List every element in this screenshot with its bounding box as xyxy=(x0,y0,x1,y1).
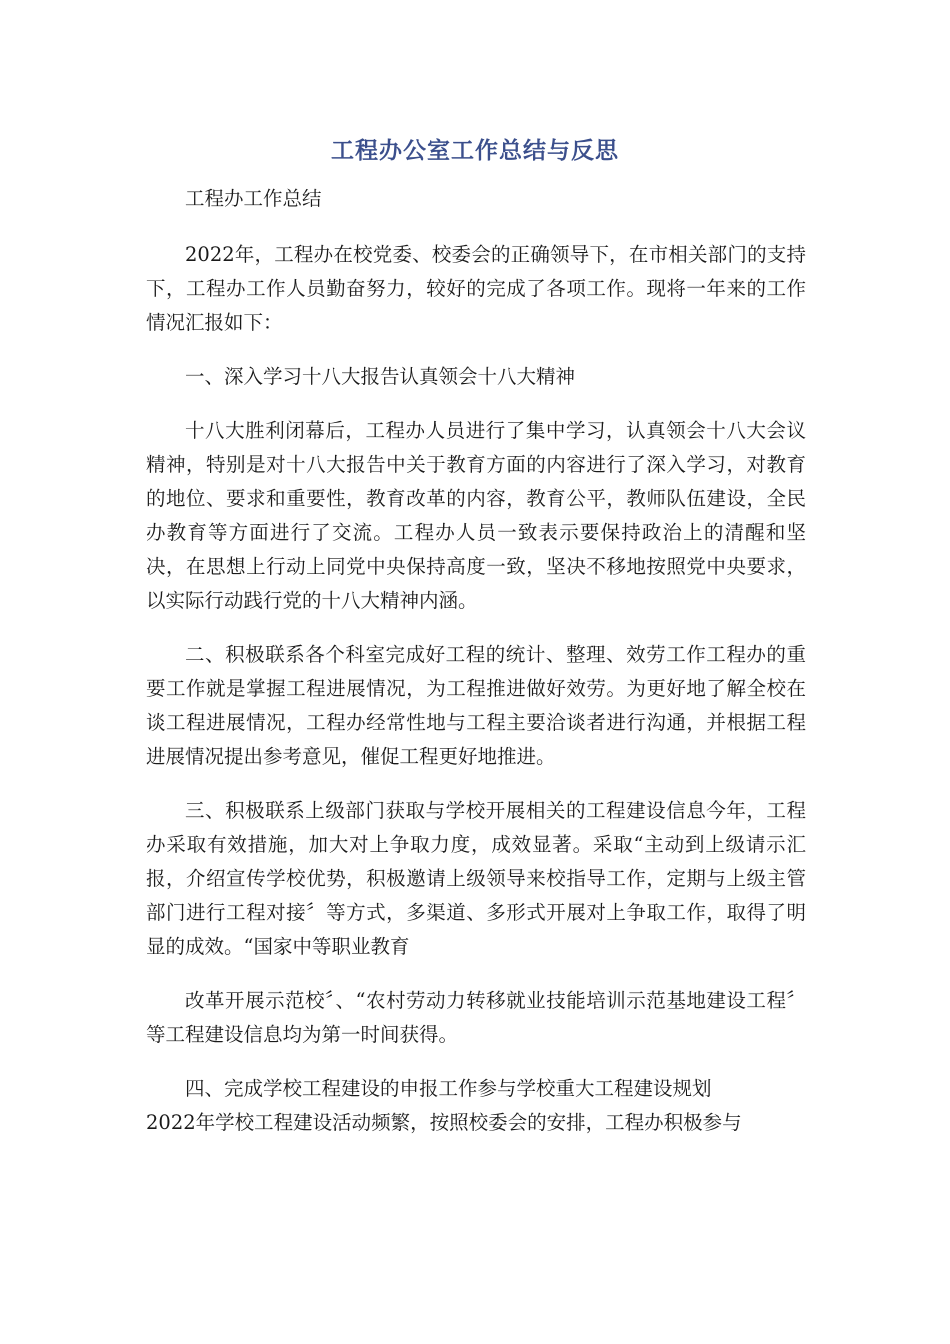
paragraph-section-3: 三、积极联系上级部门获取与学校开展相关的工程建设信息今年，工程办采取有效措施，加大对上争取力度，成效显著。采取“主动到上级请示汇报，介绍宣传学校优势，积极邀请上级领导来校指导工作，定期与上级主管部门进行工程对接〞等方式，多渠道、多形式开展对上争取工作，取得了明显的成效。“国家中等职业教育 xyxy=(146,799,806,958)
paragraph-section-3-continued: 改革开展示范校〞、“农村劳动力转移就业技能培训示范基地建设工程〞等工程建设信息均为第一时间获得。 xyxy=(146,989,806,1046)
section-heading-4: 四、完成学校工程建设的申报工作参与学校重大工程建设规划 xyxy=(185,1077,712,1100)
paragraph-intro: 2022年，工程办在校党委、校委会的正确领导下，在市相关部门的支持下，工程办工作人员勤奋努力，较好的完成了各项工作。现将一年来的工作情况汇报如下： xyxy=(146,243,806,334)
section-heading-summary: 工程办工作总结 xyxy=(185,187,322,210)
paragraph-section-4: 2022年学校工程建设活动频繁，按照校委会的安排，工程办积极参与 xyxy=(146,1111,742,1134)
paragraph-section-1: 十八大胜利闭幕后，工程办人员进行了集中学习，认真领会十八大会议精神，特别是对十八大报告中关于教育方面的内容进行了深入学习，对教育的地位、要求和重要性，教育改革的内容，教育公平，教师队伍建设，全民办教育等方面进行了交流。工程办人员一致表示要保持政治上的清醒和坚决，在思想上行动上同党中央保持高度一致，坚决不移地按照党中央要求，以实际行动践行党的十八大精神内涵。 xyxy=(146,419,806,612)
document-body xyxy=(146,182,806,1140)
document-title: 工程办公室工作总结与反思 xyxy=(331,138,619,164)
section-heading-1: 一、深入学习十八大报告认真领会十八大精神 xyxy=(185,365,576,388)
paragraph-section-2: 二、积极联系各个科室完成好工程的统计、整理、效劳工作工程办的重要工作就是掌握工程进展情况，为工程推进做好效劳。为更好地了解全校在谈工程进展情况，工程办经常性地与工程主要洽谈者进行沟通，并根据工程进展情况提出参考意见，催促工程更好地推进。 xyxy=(146,643,806,768)
